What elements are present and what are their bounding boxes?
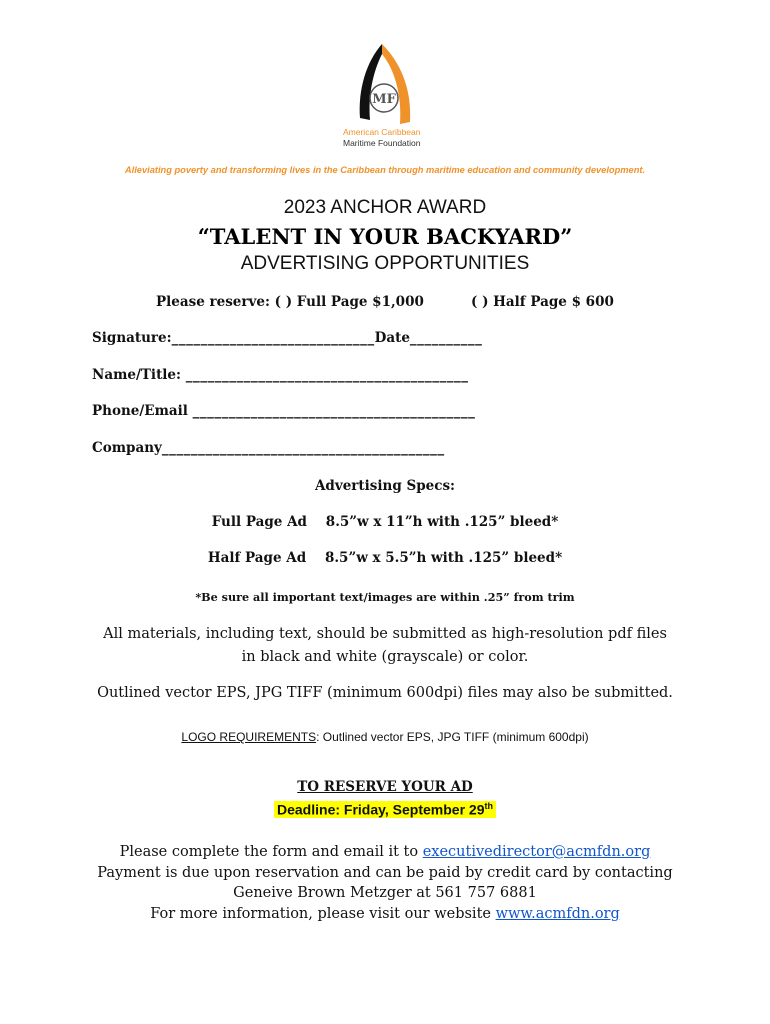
deadline-text: Deadline: Friday, September 29 bbox=[277, 802, 485, 818]
logo-requirements bbox=[0, 730, 770, 744]
company-line[interactable]: _______________________________________ bbox=[161, 440, 445, 456]
logo-requirements-label: LOGO REQUIREMENTS bbox=[181, 730, 317, 744]
acmf-logo-icon bbox=[340, 40, 430, 135]
specs-heading: Advertising Specs: bbox=[314, 478, 456, 494]
phone-email-field[interactable] bbox=[92, 403, 475, 419]
name-title-field[interactable] bbox=[92, 367, 468, 383]
company-label: Company bbox=[92, 440, 162, 456]
company-field[interactable] bbox=[92, 440, 445, 456]
logo-requirements-text: : Outlined vector EPS, JPG TIFF (minimum 600dpi) bbox=[316, 730, 589, 744]
phone-email-label: Phone/Email bbox=[92, 403, 188, 419]
signature-field[interactable] bbox=[92, 330, 482, 346]
materials-paragraph: All materials, including text, should be submitted as high-resolution pdf files in black and white (grayscale) or color. bbox=[103, 626, 667, 665]
contact-line-1 bbox=[0, 842, 770, 863]
reserve-full-page-option[interactable]: Please reserve: ( ) Full Page $1,000 bbox=[156, 294, 424, 310]
name-title-line[interactable]: _______________________________________ bbox=[185, 367, 469, 383]
name-title-label: Name/Title: bbox=[92, 367, 182, 383]
trim-note: *Be sure all important text/images are within .25” from trim bbox=[195, 590, 575, 604]
award-year-title: 2023 ANCHOR AWARD bbox=[283, 197, 487, 218]
contact-line-1-text: Please complete the form and email it to bbox=[119, 844, 423, 860]
date-line[interactable]: __________ bbox=[409, 330, 483, 346]
full-page-spec: Full Page Ad 8.5”w x 11”h with .125” bleed* bbox=[211, 514, 559, 530]
page-subtitle: ADVERTISING OPPORTUNITIES bbox=[240, 253, 530, 274]
contact-block bbox=[0, 842, 770, 924]
org-name bbox=[343, 127, 420, 149]
signature-label: Signature: bbox=[92, 330, 172, 346]
date-label: Date bbox=[374, 330, 410, 346]
half-page-spec: Half Page Ad 8.5”w x 5.5”h with .125” bleed* bbox=[207, 550, 563, 566]
contact-line-4 bbox=[0, 904, 770, 925]
deadline-badge bbox=[274, 801, 496, 818]
email-link[interactable]: executivedirector@acmfdn.org bbox=[422, 844, 651, 860]
contact-line-3: Geneive Brown Metzger at 561 757 6881 bbox=[233, 885, 537, 901]
tagline: Alleviating poverty and transforming lives in the Caribbean through maritime education and community development. bbox=[124, 165, 646, 175]
phone-email-line[interactable]: _______________________________________ bbox=[192, 403, 476, 419]
contact-line-2: Payment is due upon reservation and can be paid by credit card by contacting bbox=[97, 864, 673, 881]
org-name-line2: Maritime Foundation bbox=[343, 138, 421, 148]
website-link[interactable]: www.acmfdn.org bbox=[495, 905, 620, 922]
vector-files-paragraph: Outlined vector EPS, JPG TIFF (minimum 600dpi) files may also be submitted. bbox=[97, 685, 673, 701]
contact-line-4-text: For more information, please visit our website bbox=[150, 905, 496, 922]
deadline-suffix: th bbox=[484, 801, 493, 812]
deadline-row bbox=[0, 800, 770, 819]
logo-text: MF bbox=[372, 92, 396, 107]
event-title: “TALENT IN YOUR BACKYARD” bbox=[197, 224, 573, 249]
reserve-half-page-option[interactable]: ( ) Half Page $ 600 bbox=[471, 294, 614, 310]
signature-line[interactable]: ____________________________ bbox=[171, 330, 375, 346]
org-name-line1: American Caribbean bbox=[343, 127, 421, 137]
reserve-ad-heading: TO RESERVE YOUR AD bbox=[297, 779, 473, 795]
